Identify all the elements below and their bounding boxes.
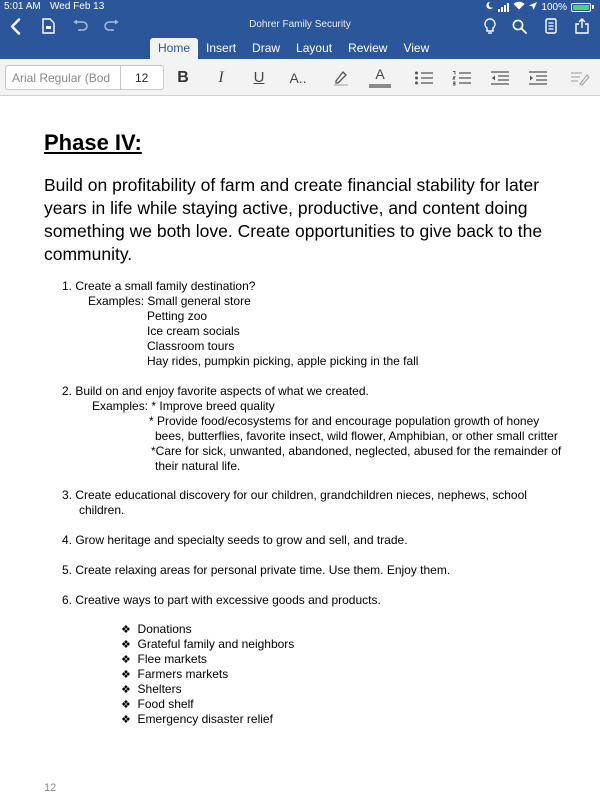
- bullet-item: [121, 682, 182, 698]
- highlighter-icon[interactable]: [330, 65, 352, 90]
- bullets-icon[interactable]: [412, 65, 436, 90]
- page-heading: Phase IV:: [44, 130, 142, 155]
- tab-insert[interactable]: Insert: [206, 41, 237, 55]
- item-1-example: Classroom tours: [147, 339, 235, 353]
- font-color-button[interactable]: [368, 65, 392, 90]
- item-1-example: Petting zoo: [147, 309, 208, 323]
- bullet-text: Grateful family and neighbors: [137, 637, 295, 651]
- list-item-5: 5. Create relaxing areas for personal private time. Use them. Enjoy them.: [62, 563, 451, 577]
- list-item-6: 6. Creative ways to part with excessive goods and products.: [62, 593, 381, 607]
- title-bar: [0, 14, 600, 38]
- battery-percent: 100%: [541, 1, 567, 13]
- bullet-item: [121, 667, 228, 683]
- bullet-text: Donations: [137, 622, 192, 636]
- diamond-bullet-icon: ❖: [121, 654, 131, 666]
- numbering-icon[interactable]: [450, 65, 474, 90]
- font-color-swatch: [369, 84, 391, 88]
- more-font-options-button[interactable]: A..: [289, 69, 307, 86]
- battery-icon: [571, 3, 594, 12]
- bullet-text: Farmers markets: [137, 667, 229, 681]
- status-bar: [0, 0, 600, 14]
- moon-icon: [485, 1, 494, 13]
- ribbon-tabs: [150, 38, 437, 59]
- app-header: [0, 0, 600, 59]
- document-page[interactable]: [0, 96, 600, 800]
- bold-button[interactable]: B: [177, 68, 189, 86]
- tab-view[interactable]: View: [403, 41, 430, 55]
- item-2-line: * Provide food/ecosystems for and encourage population growth of honey: [149, 414, 540, 428]
- font-color-glyph: A: [375, 66, 385, 82]
- diamond-bullet-icon: ❖: [121, 624, 131, 636]
- diamond-bullet-icon: ❖: [121, 714, 131, 726]
- tab-review[interactable]: Review: [348, 41, 388, 55]
- font-name-field[interactable]: Arial Regular (Bod: [5, 65, 121, 90]
- status-time: 5:01 AM: [4, 1, 41, 12]
- ribbon-toolbar: [0, 59, 600, 96]
- lightbulb-icon[interactable]: [480, 16, 500, 36]
- list-item-4: 4. Grow heritage and specialty seeds to grow and sell, and trade.: [62, 533, 408, 547]
- wifi-icon: [513, 1, 525, 13]
- diamond-bullet-icon: ❖: [121, 669, 131, 681]
- bullet-text: Flee markets: [137, 652, 207, 666]
- document-title: Dohrer Family Security: [249, 19, 351, 30]
- tab-layout[interactable]: Layout: [296, 41, 333, 55]
- bullet-item: [121, 652, 207, 668]
- italic-button[interactable]: I: [218, 68, 224, 86]
- font-size-field[interactable]: 12: [120, 65, 164, 90]
- tab-draw[interactable]: Draw: [252, 41, 281, 55]
- reading-view-icon[interactable]: [541, 16, 561, 36]
- status-right: [485, 1, 594, 13]
- list-item-1: 1. Create a small family destination?: [62, 279, 256, 293]
- decrease-indent-icon[interactable]: [488, 65, 512, 90]
- bullet-item: [121, 712, 273, 728]
- bullet-text: Food shelf: [137, 697, 194, 711]
- tab-home[interactable]: Home: [150, 38, 198, 59]
- increase-indent-icon[interactable]: [526, 65, 550, 90]
- diamond-bullet-icon: ❖: [121, 699, 131, 711]
- underline-button[interactable]: U: [253, 69, 265, 86]
- item-2-line: *Care for sick, unwanted, abandoned, neglected, abused for the remainder of: [151, 444, 562, 458]
- cellular-signal-icon: [498, 3, 509, 12]
- list-item-3: 3. Create educational discovery for our children, grandchildren nieces, nephews, school: [62, 488, 527, 502]
- diamond-bullet-icon: ❖: [121, 684, 131, 696]
- bullet-item: [121, 637, 294, 653]
- styles-icon[interactable]: [568, 65, 592, 90]
- location-icon: [529, 2, 537, 13]
- list-item-2: 2. Build on and enjoy favorite aspects of what we created.: [62, 384, 369, 398]
- item-2-line: their natural life.: [155, 459, 241, 473]
- item-2-line: Examples: * Improve breed quality: [92, 399, 275, 413]
- share-icon[interactable]: [572, 16, 592, 36]
- item-1-examples-label: Examples: Small general store: [88, 294, 251, 308]
- search-icon[interactable]: [509, 16, 529, 36]
- bullet-text: Emergency disaster relief: [137, 712, 273, 726]
- item-1-example: Hay rides, pumpkin picking, apple picking in the fall: [147, 354, 419, 368]
- list-item-3-continued: children.: [79, 503, 125, 517]
- bullet-item: [121, 622, 192, 638]
- item-1-example: Ice cream socials: [147, 324, 240, 338]
- bullet-item: [121, 697, 194, 713]
- intro-paragraph: Build on profitability of farm and create financial stability for later years in life while staying active, productive, and content doing something we both love. Create opportunities to give back to the community.: [44, 175, 543, 264]
- bullet-text: Shelters: [137, 682, 182, 696]
- status-date: Wed Feb 13: [50, 1, 105, 12]
- page-number: 12: [44, 782, 57, 794]
- diamond-bullet-icon: ❖: [121, 639, 131, 651]
- item-2-line: bees, butterflies, favorite insect, wild flower, Amphibian, or other small critter: [155, 429, 558, 443]
